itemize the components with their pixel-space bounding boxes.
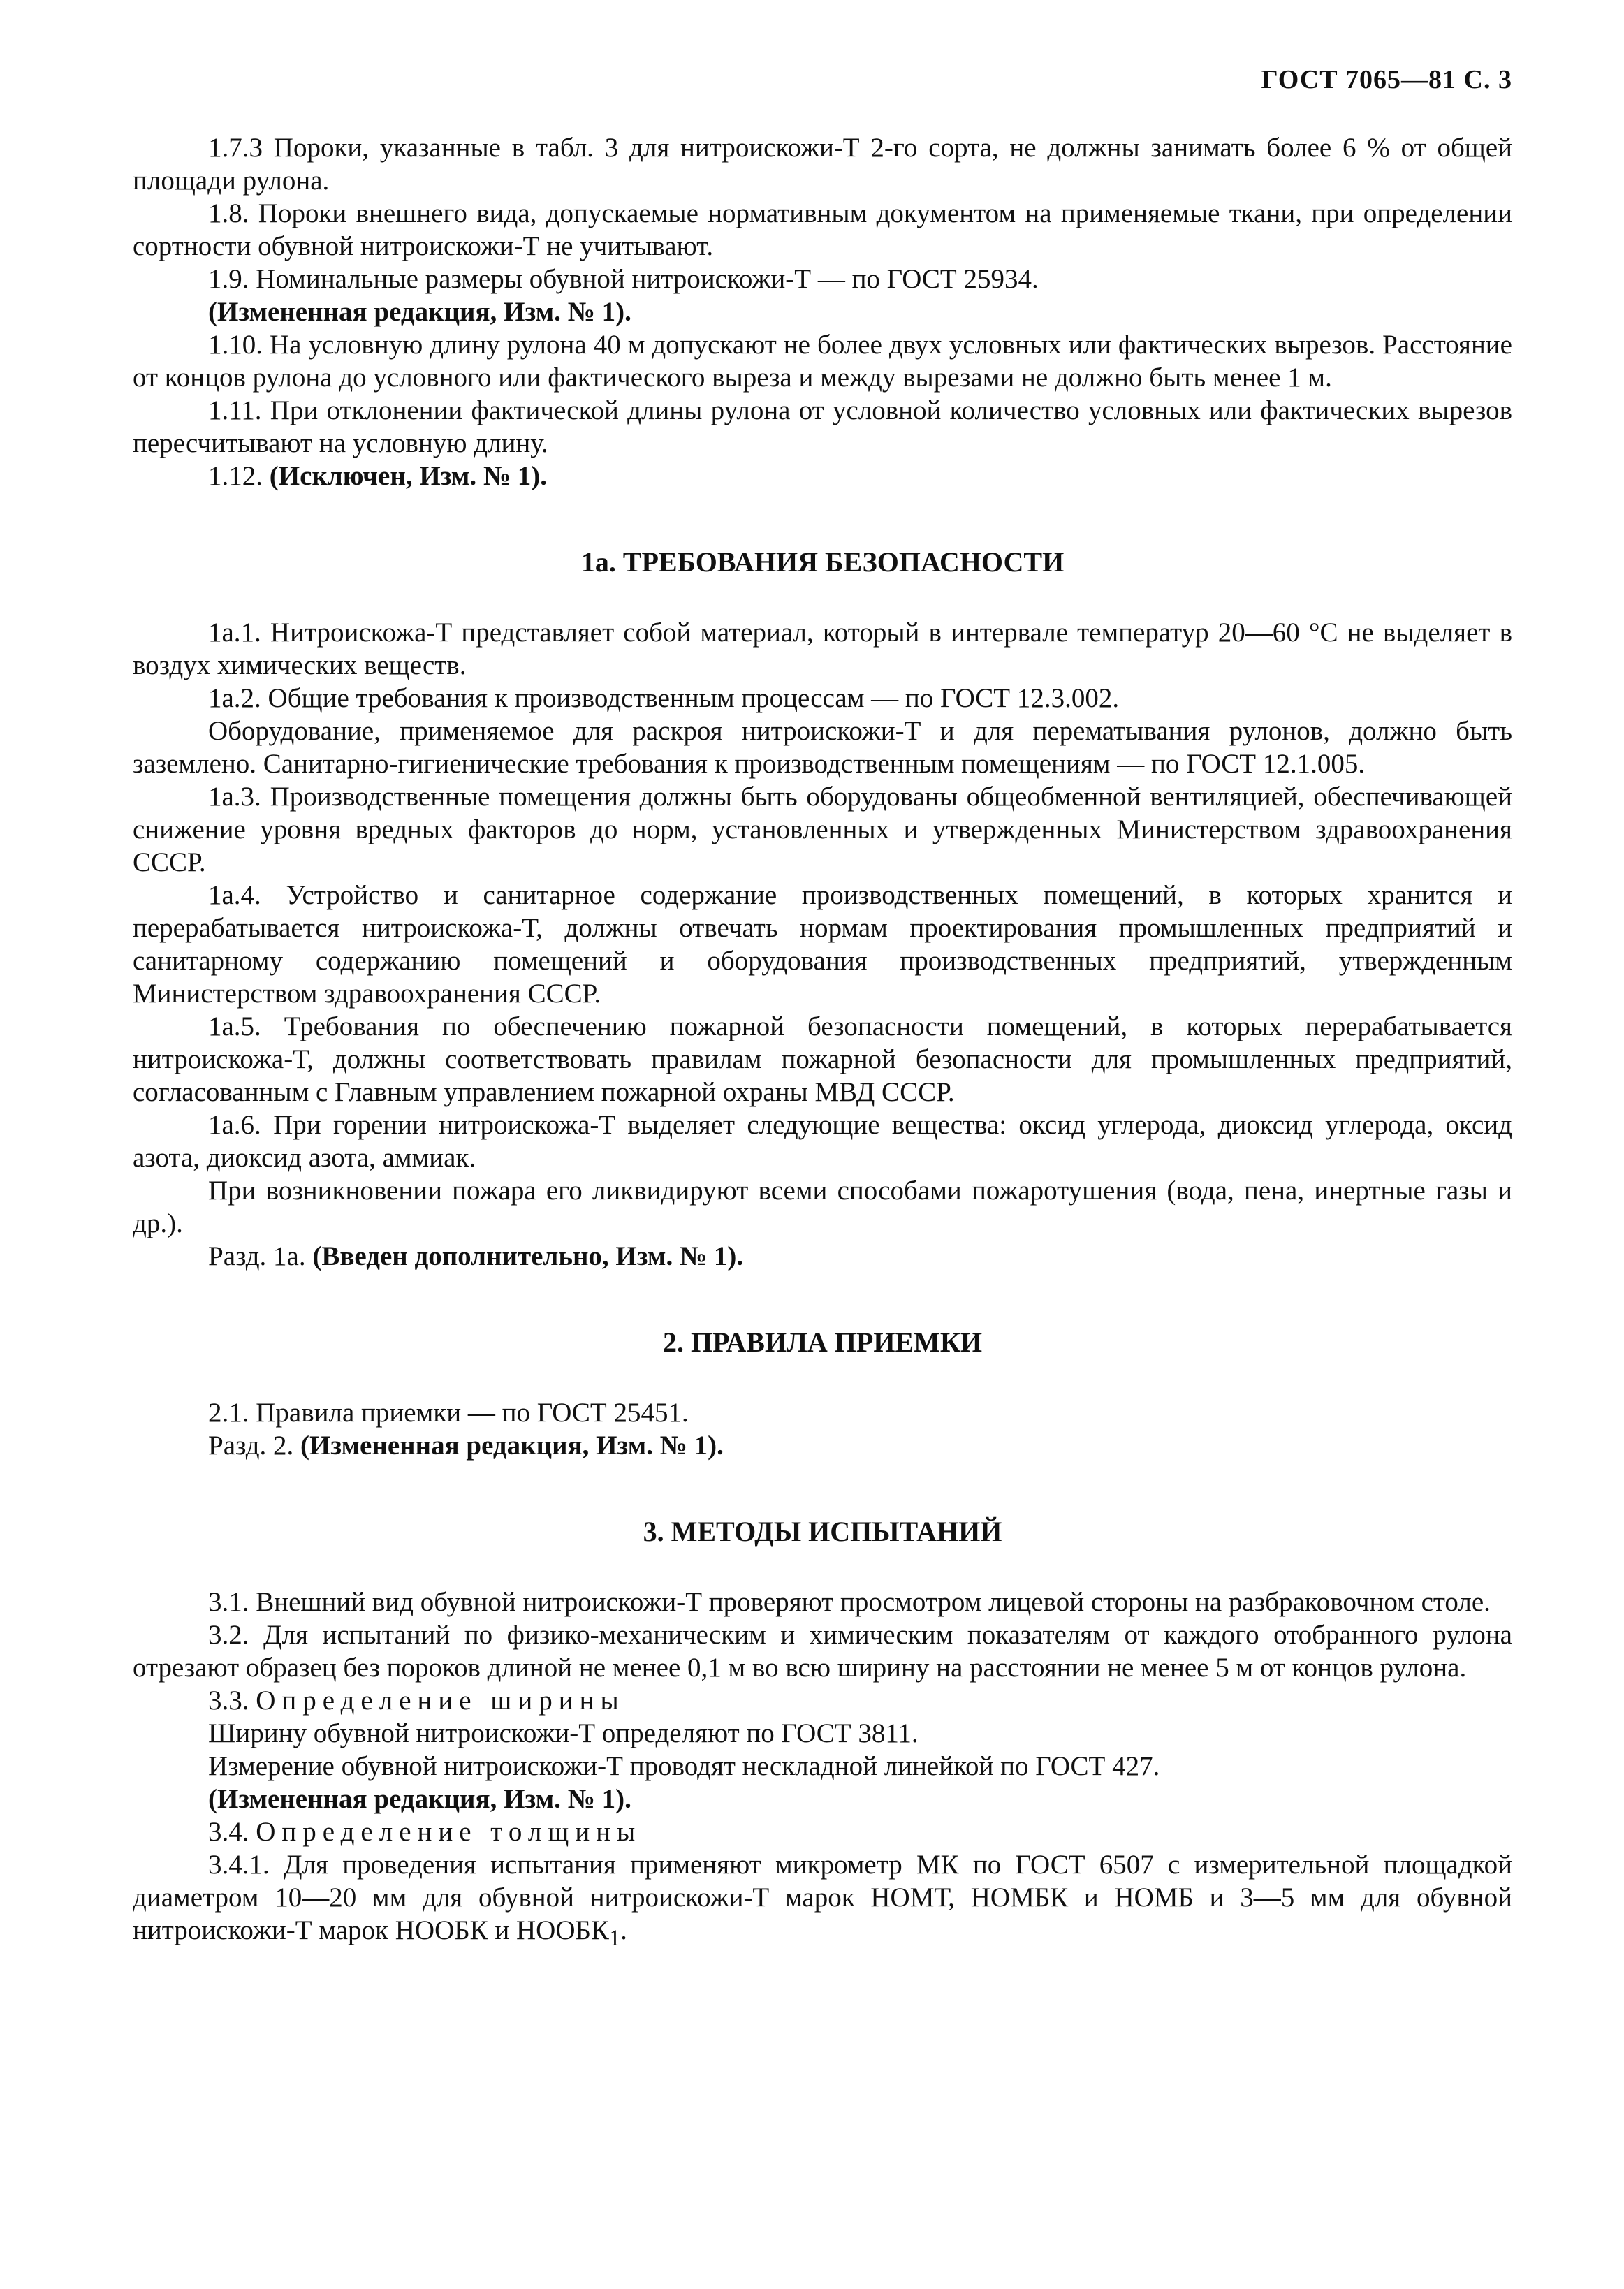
paragraph-end: . (620, 1915, 627, 1945)
paragraph-3-4 (133, 1815, 1512, 1848)
paragraph-1-8: 1.8. Пороки внешнего вида, допускаемые нормативным документом на применяемые ткани, при определении сортности обувной нитроискожи-Т не учитывают. (133, 198, 1512, 261)
paragraph-3-4-1 (133, 1848, 1512, 1955)
paragraph-razd-1a (133, 1240, 1512, 1273)
section-heading-3: 3. МЕТОДЫ ИСПЫТАНИЙ (643, 1516, 1002, 1547)
paragraph-3-2: 3.2. Для испытаний по физико-механическим и химическим показателям от каждого отобранного рулона отрезают образец без пороков длиной не менее 0,1 м во всю ширину на расстоянии не менее 5 м от концов рулона. (133, 1620, 1512, 1683)
page-content (133, 131, 1512, 1955)
paragraph-1-11: 1.11. При отклонении фактической длины рулона от условной количество условных или фактических вырезов пересчитывают на условную длину. (133, 395, 1512, 458)
clause-number: 1.12. (208, 461, 263, 491)
paragraph-1a-5: 1а.5. Требования по обеспечению пожарной безопасности помещений, в которых перерабатывается нитроискожа-Т, должны соответствовать правилам пожарной безопасности для промышленных предприятий, согласованным с Главным управлением пожарной охраны МВД СССР. (133, 1011, 1512, 1107)
section-ref: Разд. 1а. (208, 1241, 306, 1271)
amendment-note: (Измененная редакция, Изм. № 1). (208, 297, 631, 327)
spaced-subheading: Определение толщины (256, 1817, 642, 1847)
amendment-note: (Измененная редакция, Изм. № 1). (300, 1431, 724, 1461)
page-header: ГОСТ 7065—81 С. 3 (1261, 65, 1512, 94)
spaced-subheading: Определение ширины (256, 1685, 625, 1716)
amendment-note: (Измененная редакция, Изм. № 1). (208, 1784, 631, 1814)
paragraph-3-3-note (133, 1783, 1512, 1815)
section-heading-1a: 1а. ТРЕБОВАНИЯ БЕЗОПАСНОСТИ (580, 546, 1065, 578)
clause-number: 3.4. (208, 1817, 249, 1847)
paragraph-3-3a: Ширину обувной нитроискожи-Т определяют по ГОСТ 3811. (208, 1718, 919, 1748)
paragraph-1a-3: 1а.3. Производственные помещения должны быть оборудованы общеобменной вентиляцией, обеспечивающей снижение уровня вредных факторов до норм, установленных и утвержденных Министерством здравоохранения СССР. (133, 782, 1512, 877)
amendment-note: (Исключен, Изм. № 1). (269, 461, 548, 491)
paragraph-razd-2 (133, 1429, 1512, 1462)
paragraph-3-3 (133, 1684, 1512, 1717)
paragraph-2-1: 2.1. Правила приемки — по ГОСТ 25451. (208, 1398, 689, 1428)
paragraph-1-7-3: 1.7.3 Пороки, указанные в табл. 3 для нитроискожи-Т 2-го сорта, не должны занимать более 6 % от общей площади рулона. (133, 133, 1512, 196)
clause-number: 3.3. (208, 1685, 249, 1716)
paragraph-1a-4: 1а.4. Устройство и санитарное содержание производственных помещений, в которых хранится и перерабатывается нитроискожа-Т, должны отвечать нормам проектирования промышленных предприятий и санитарному содержанию помещений и оборудования производственных предприятий, утвержденным Министерством здравоохранения СССР. (133, 880, 1512, 1009)
paragraph-3-1: 3.1. Внешний вид обувной нитроискожи-Т проверяют просмотром лицевой стороны на разбраковочном столе. (208, 1587, 1491, 1617)
section-ref: Разд. 2. (208, 1431, 294, 1461)
paragraph-1-9-note (133, 295, 1512, 328)
paragraph-1-9: 1.9. Номинальные размеры обувной нитроискожи-Т — по ГОСТ 25934. (208, 264, 1039, 294)
section-heading-2: 2. ПРАВИЛА ПРИЕМКИ (662, 1326, 982, 1358)
paragraph-1-10: 1.10. На условную длину рулона 40 м допускают не более двух условных или фактических вырезов. Расстояние от концов рулона до условного или фактического выреза и между вырезами не должно быть менее 1 м. (133, 330, 1512, 393)
paragraph-1a-2: 1а.2. Общие требования к производственным процессам — по ГОСТ 12.3.002. (208, 683, 1120, 713)
paragraph-3-3b: Измерение обувной нитроискожи-Т проводят нескладной линейкой по ГОСТ 427. (208, 1751, 1160, 1781)
paragraph-1a-6: 1а.6. При горении нитроискожа-Т выделяет следующие вещества: оксид углерода, диоксид углерода, оксид азота, диоксид азота, аммиак. (133, 1110, 1512, 1173)
paragraph-1a-2b: Оборудование, применяемое для раскроя нитроискожи-Т и для перематывания рулонов, должно быть заземлено. Санитарно-гигиенические требования к производственным помещениям — по ГОСТ 12.1.005. (133, 716, 1512, 779)
paragraph-text: 3.4.1. Для проведения испытания применяют микрометр МК по ГОСТ 6507 с измерительной площадкой диаметром 10—20 мм для обувной нитроискожи-Т марок НОМТ, НОМБК и НОМБ и 3—5 мм для обувной нитроискожи-Т марок НООБК и НООБК (133, 1850, 1512, 1945)
paragraph-1a-1: 1а.1. Нитроискожа-Т представляет собой материал, который в интервале температур 20—60 °С не выделяет в воздух химических веществ. (133, 617, 1512, 680)
amendment-note: (Введен дополнительно, Изм. № 1). (312, 1241, 744, 1271)
subscript: 1 (608, 1925, 621, 1951)
paragraph-1a-6b: При возникновении пожара его ликвидируют всеми способами пожаротушения (вода, пена, инертные газы и др.). (133, 1176, 1512, 1238)
paragraph-1-12 (133, 460, 1512, 492)
